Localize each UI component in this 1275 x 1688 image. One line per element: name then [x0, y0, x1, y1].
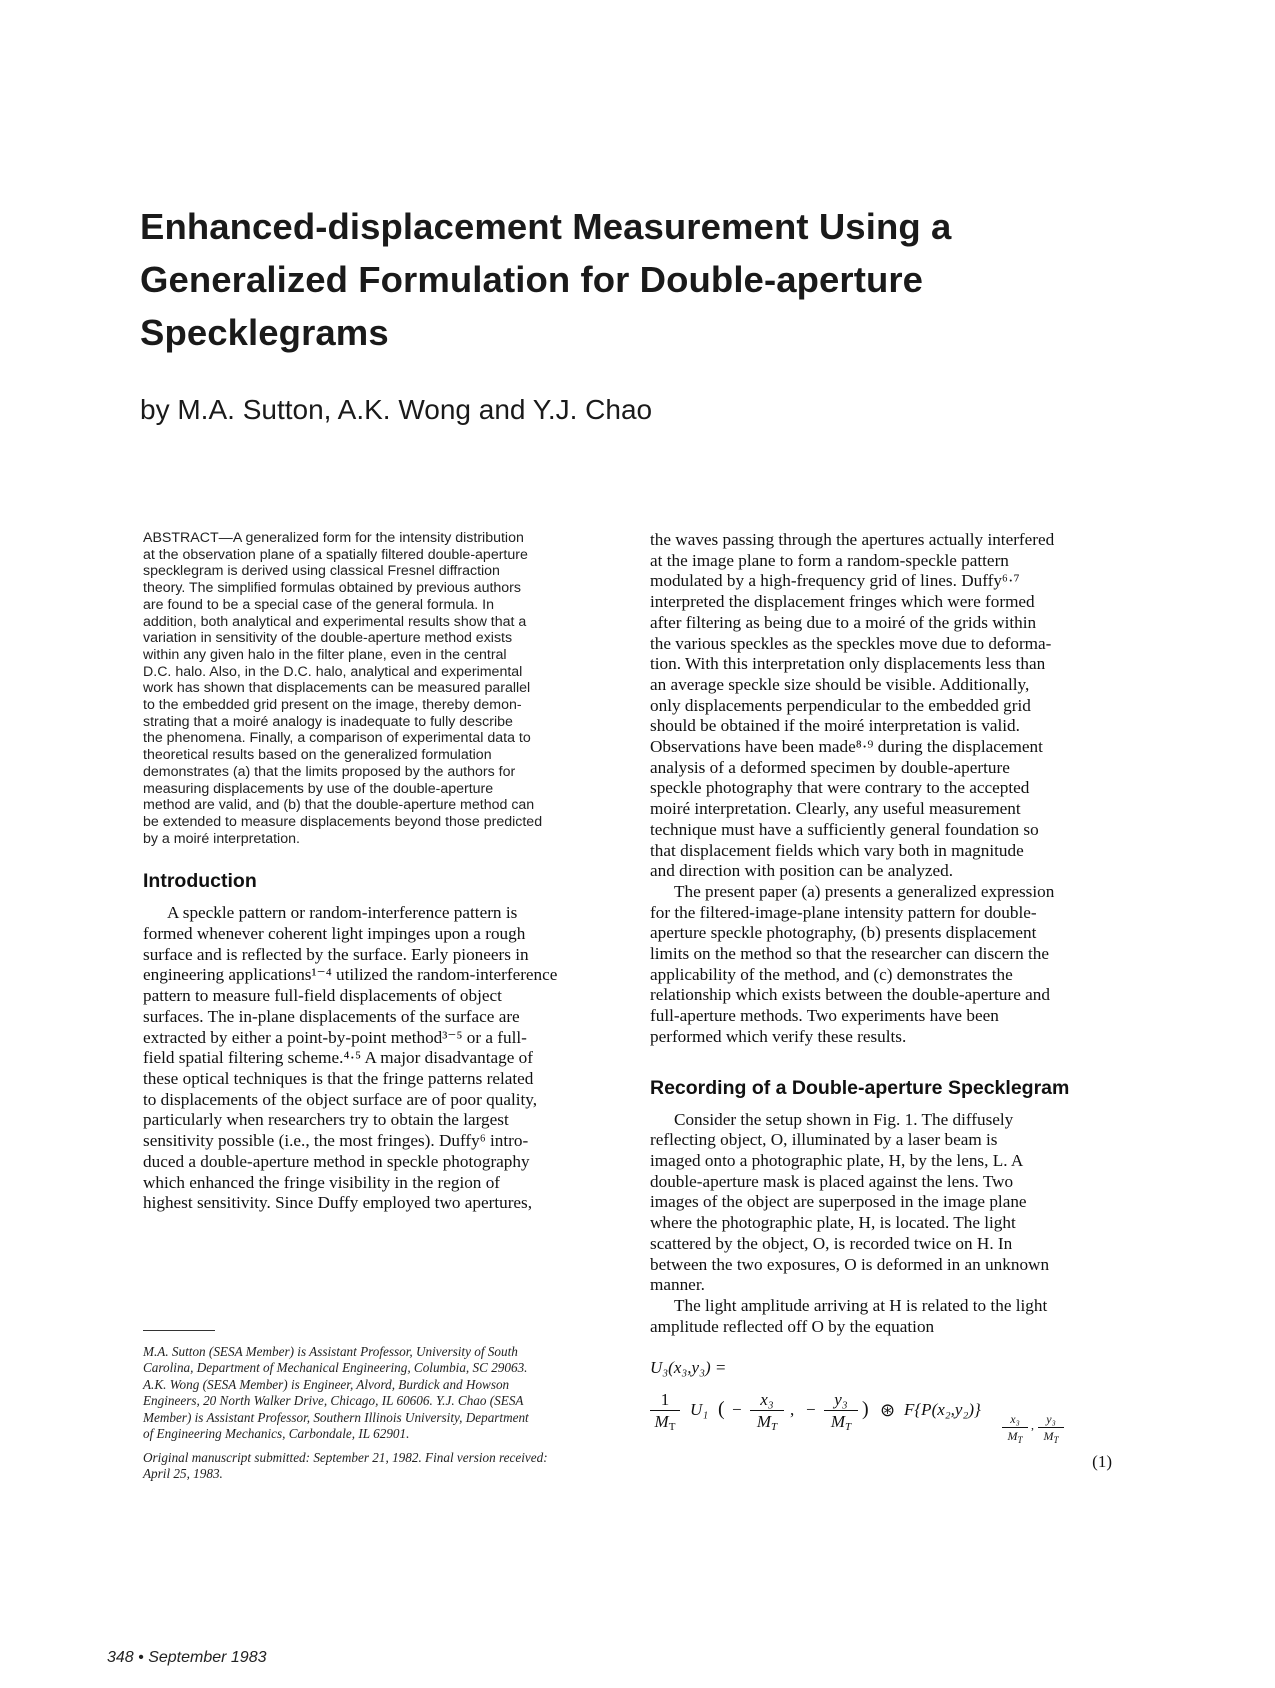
text-line: moiré interpretation. Clearly, any useful measurement	[650, 799, 1021, 819]
abstract-line: theory. The simplified formulas obtained by previous authors	[143, 580, 522, 597]
footnote-line: Member) is Assistant Professor, Southern Illinois University, Department	[143, 1409, 529, 1425]
text-line: full-aperture methods. Two experiments have been	[650, 1006, 999, 1026]
fraction-bar	[650, 1410, 680, 1411]
text-line: relationship which exists between the double-aperture and	[650, 985, 1050, 1005]
title-line: Generalized Formulation for Double-aperture	[140, 259, 924, 300]
convolution-symbol: ⊛	[880, 1400, 896, 1420]
fraction-one-over-mt	[650, 1390, 680, 1437]
abstract-line: D.C. halo. Also, in the D.C. halo, analytical and experimental	[143, 663, 523, 680]
paragraph-present-paper	[650, 882, 1119, 1048]
abstract-line: variation in sensitivity of the double-aperture method exists	[143, 630, 513, 647]
text-line: interpreted the displacement fringes which were formed	[650, 592, 1035, 612]
minus-sign: −	[732, 1400, 742, 1419]
text-line: modulated by a high-frequency grid of lines. Duffy⁶·⁷	[650, 571, 1020, 591]
text-line: Observations have been made⁸·⁹ during the displacement	[650, 737, 1043, 757]
text-line: tion. With this interpretation only displacements less than	[650, 654, 1046, 674]
text-line: the waves passing through the apertures actually interfered	[650, 530, 1055, 549]
text-line: to displacements of the object surface are of poor quality,	[143, 1089, 538, 1109]
footnote-line: of Engineering Mechanics, Carbondale, IL 62901.	[143, 1426, 410, 1442]
text-line: after filtering as being due to a moiré of the grids within	[650, 612, 1037, 632]
equation-lhs: U₃(x₃,y₃) =	[650, 1358, 727, 1377]
abstract-line: by a moiré interpretation.	[143, 830, 300, 847]
denominator	[1002, 1429, 1028, 1447]
symbol-t: T	[1053, 1435, 1059, 1445]
text-line: Consider the setup shown in Fig. 1. The diffusely	[674, 1109, 1014, 1129]
close-paren: )	[862, 1398, 869, 1420]
abstract-line: addition, both analytical and experimental results show that a	[143, 613, 527, 630]
text-line: at the image plane to form a random-speckle pattern	[650, 550, 1009, 570]
paragraph-amplitude	[650, 1296, 1119, 1337]
abstract-line: strating that a moiré analogy is inadequate to fully describe	[143, 713, 513, 730]
text-line: only displacements perpendicular to the embedded grid	[650, 695, 1031, 715]
abstract-line: ABSTRACT—A generalized form for the intensity distribution	[143, 530, 524, 546]
text-line: reflecting object, O, illuminated by a laser beam is	[650, 1130, 998, 1150]
text-line: duced a double-aperture method in speckle photography	[143, 1151, 530, 1171]
numerator: y₃	[834, 1390, 848, 1409]
text-line: pattern to measure full-field displacements of object	[143, 986, 502, 1006]
text-line: technique must have a sufficiently general foundation so	[650, 819, 1039, 839]
title-line: Enhanced-displacement Measurement Using a	[140, 206, 952, 247]
open-paren: (	[718, 1398, 725, 1420]
author-line: by M.A. Sutton, A.K. Wong and Y.J. Chao	[140, 394, 653, 425]
text-line: particularly when researchers try to obtain the largest	[143, 1110, 509, 1130]
footnote-line: M.A. Sutton (SESA Member) is Assistant Professor, University of South	[143, 1344, 518, 1359]
abstract-line: be extended to measure displacements beyond those predicted	[143, 813, 543, 830]
text-line: analysis of a deformed specimen by double-aperture	[650, 757, 1010, 777]
text-line: A speckle pattern or random-interference pattern is	[167, 903, 518, 923]
comma: ,	[1031, 1418, 1034, 1432]
footnote-line: A.K. Wong (SESA Member) is Engineer, Alvord, Burdick and Howson	[143, 1376, 510, 1392]
introduction-heading: Introduction	[143, 870, 257, 893]
footnote-line: April 25, 1983.	[143, 1466, 223, 1482]
numerator: x₃	[1010, 1412, 1020, 1426]
text-line: scattered by the object, O, is recorded twice on H. In	[650, 1233, 1013, 1253]
text-line: speckle photography that were contrary to the accepted	[650, 778, 1030, 798]
numerator: y₃	[1046, 1412, 1056, 1426]
fraction-bar	[750, 1410, 784, 1411]
text-line: The present paper (a) presents a generalized expression	[674, 881, 1055, 901]
right-column	[650, 530, 1119, 1337]
symbol-t: T	[771, 1421, 778, 1433]
symbol-m: M	[1007, 1429, 1018, 1443]
fraction-bar	[1038, 1427, 1064, 1428]
footnote-line: Carolina, Department of Mechanical Engineering, Columbia, SC 29063.	[143, 1360, 528, 1376]
numerator: x₃	[760, 1390, 774, 1409]
fraction-x3-over-mt	[750, 1390, 784, 1437]
fraction-y3-over-mt	[824, 1390, 858, 1437]
symbol-m: M	[756, 1412, 772, 1431]
symbol-m: M	[1043, 1429, 1054, 1443]
minus-sign: −	[806, 1400, 816, 1419]
denominator	[650, 1412, 680, 1437]
footnote-divider	[143, 1330, 215, 1331]
text-line: an average speckle size should be visible. Additionally,	[650, 674, 1030, 694]
text-line: applicability of the method, and (c) demonstrates the	[650, 964, 1013, 984]
author-affiliations-footnote	[143, 1344, 611, 1442]
text-line: between the two exposures, O is deformed in an unknown	[650, 1254, 1050, 1274]
text-line: highest sensitivity. Since Duffy employed two apertures,	[143, 1193, 533, 1213]
paragraph-setup	[650, 1110, 1119, 1296]
text-line: aperture speckle photography, (b) presents displacement	[650, 923, 1037, 943]
text-line: where the photographic plate, H, is located. The light	[650, 1213, 1016, 1233]
recording-heading: Recording of a Double-aperture Specklegram	[650, 1076, 1070, 1099]
denominator	[1038, 1429, 1064, 1447]
introduction-paragraph	[143, 903, 611, 1214]
text-line: sensitivity possible (i.e., the most fringes). Duffy⁶ intro-	[143, 1131, 529, 1151]
comma: ,	[790, 1400, 795, 1419]
text-line: amplitude reflected off O by the equation	[650, 1316, 935, 1336]
abstract-line: within any given halo in the filter plane, even in the central	[143, 646, 507, 663]
paragraph-moire	[650, 530, 1119, 882]
abstract-line: measuring displacements by use of the double-aperture	[143, 780, 494, 797]
text-line: limits on the method so that the researcher can discern the	[650, 944, 1049, 964]
fraction-bar	[824, 1410, 858, 1411]
paper-title	[140, 200, 1140, 359]
text-line: surface and is reflected by the surface. Early pioneers in	[143, 944, 529, 964]
abstract-line: are found to be a special case of the general formula. In	[143, 596, 494, 613]
equation-number: (1)	[1092, 1452, 1112, 1471]
text-line: that displacement fields which vary both in magnitude	[650, 840, 1024, 860]
text-line: which enhanced the fringe visibility in the region of	[143, 1172, 501, 1192]
text-line: and direction with position can be analyzed.	[650, 861, 954, 881]
subscript-y3-over-mt	[1038, 1412, 1064, 1447]
abstract-line: specklegram is derived using classical Fresnel diffraction	[143, 563, 500, 580]
denominator	[750, 1412, 784, 1437]
text-line: formed whenever coherent light impinges upon a rough	[143, 924, 526, 944]
subscript-x3-over-mt	[1002, 1412, 1028, 1447]
text-line: images of the object are superposed in the image plane	[650, 1192, 1027, 1212]
text-line: engineering applications¹⁻⁴ utilized the random-interference	[143, 965, 558, 985]
numerator: 1	[660, 1390, 670, 1409]
text-line: performed which verify these results.	[650, 1026, 907, 1046]
abstract-line: method are valid, and (b) that the double-aperture method can	[143, 797, 535, 814]
page-footer: 348 • September 1983	[107, 1649, 267, 1666]
text-line: for the filtered-image-plane intensity pattern for double-	[650, 902, 1037, 922]
text-line: double-aperture mask is placed against the lens. Two	[650, 1171, 1014, 1191]
symbol-t: T	[668, 1421, 676, 1433]
symbol-t: T	[845, 1421, 852, 1433]
text-line: extracted by either a point-by-point method³⁻⁵ or a full-	[143, 1027, 527, 1047]
abstract-line: theoretical results based on the generalized formulation	[143, 747, 492, 764]
text-line: the various speckles as the speckles move due to deforma-	[650, 633, 1052, 653]
fraction-bar	[1002, 1427, 1028, 1428]
abstract	[143, 530, 611, 847]
title-line: Specklegrams	[140, 312, 389, 353]
abstract-line: the phenomena. Finally, a comparison of experimental data to	[143, 730, 531, 747]
text-line: these optical techniques is that the fringe patterns related	[143, 1068, 534, 1088]
equation-rhs	[650, 1390, 1120, 1450]
symbol-t: T	[1017, 1435, 1023, 1445]
equation-1	[650, 1358, 1120, 1498]
text-line: The light amplitude arriving at H is related to the light	[674, 1295, 1048, 1315]
fourier-transform-term: F{P(x₂,y₂)}	[904, 1400, 981, 1419]
symbol-m: M	[830, 1412, 846, 1431]
manuscript-dates-footnote	[143, 1450, 611, 1483]
text-line: surfaces. The in-plane displacements of the surface are	[143, 1006, 520, 1026]
abstract-line: at the observation plane of a spatially filtered double-aperture	[143, 546, 528, 563]
symbol-m: M	[654, 1412, 669, 1431]
text-line: manner.	[650, 1275, 705, 1295]
denominator	[824, 1412, 858, 1437]
abstract-line: work has shown that displacements can be measured parallel	[143, 680, 531, 697]
text-line: imaged onto a photographic plate, H, by the lens, L. A	[650, 1150, 1024, 1170]
abstract-line: demonstrates (a) that the limits proposed by the authors for	[143, 763, 516, 780]
footnote-line: Original manuscript submitted: September 21, 1982. Final version received:	[143, 1450, 548, 1465]
left-column	[143, 530, 611, 1214]
abstract-line: to the embedded grid present on the image, thereby demon-	[143, 697, 522, 714]
text-line: field spatial filtering scheme.⁴·⁵ A major disadvantage of	[143, 1048, 533, 1068]
symbol-u1: U₁	[690, 1400, 709, 1419]
text-line: should be obtained if the moiré interpretation is valid.	[650, 716, 1020, 736]
footnote-line: Engineers, 20 North Walker Drive, Chicago, IL 60606. Y.J. Chao (SESA	[143, 1393, 524, 1409]
